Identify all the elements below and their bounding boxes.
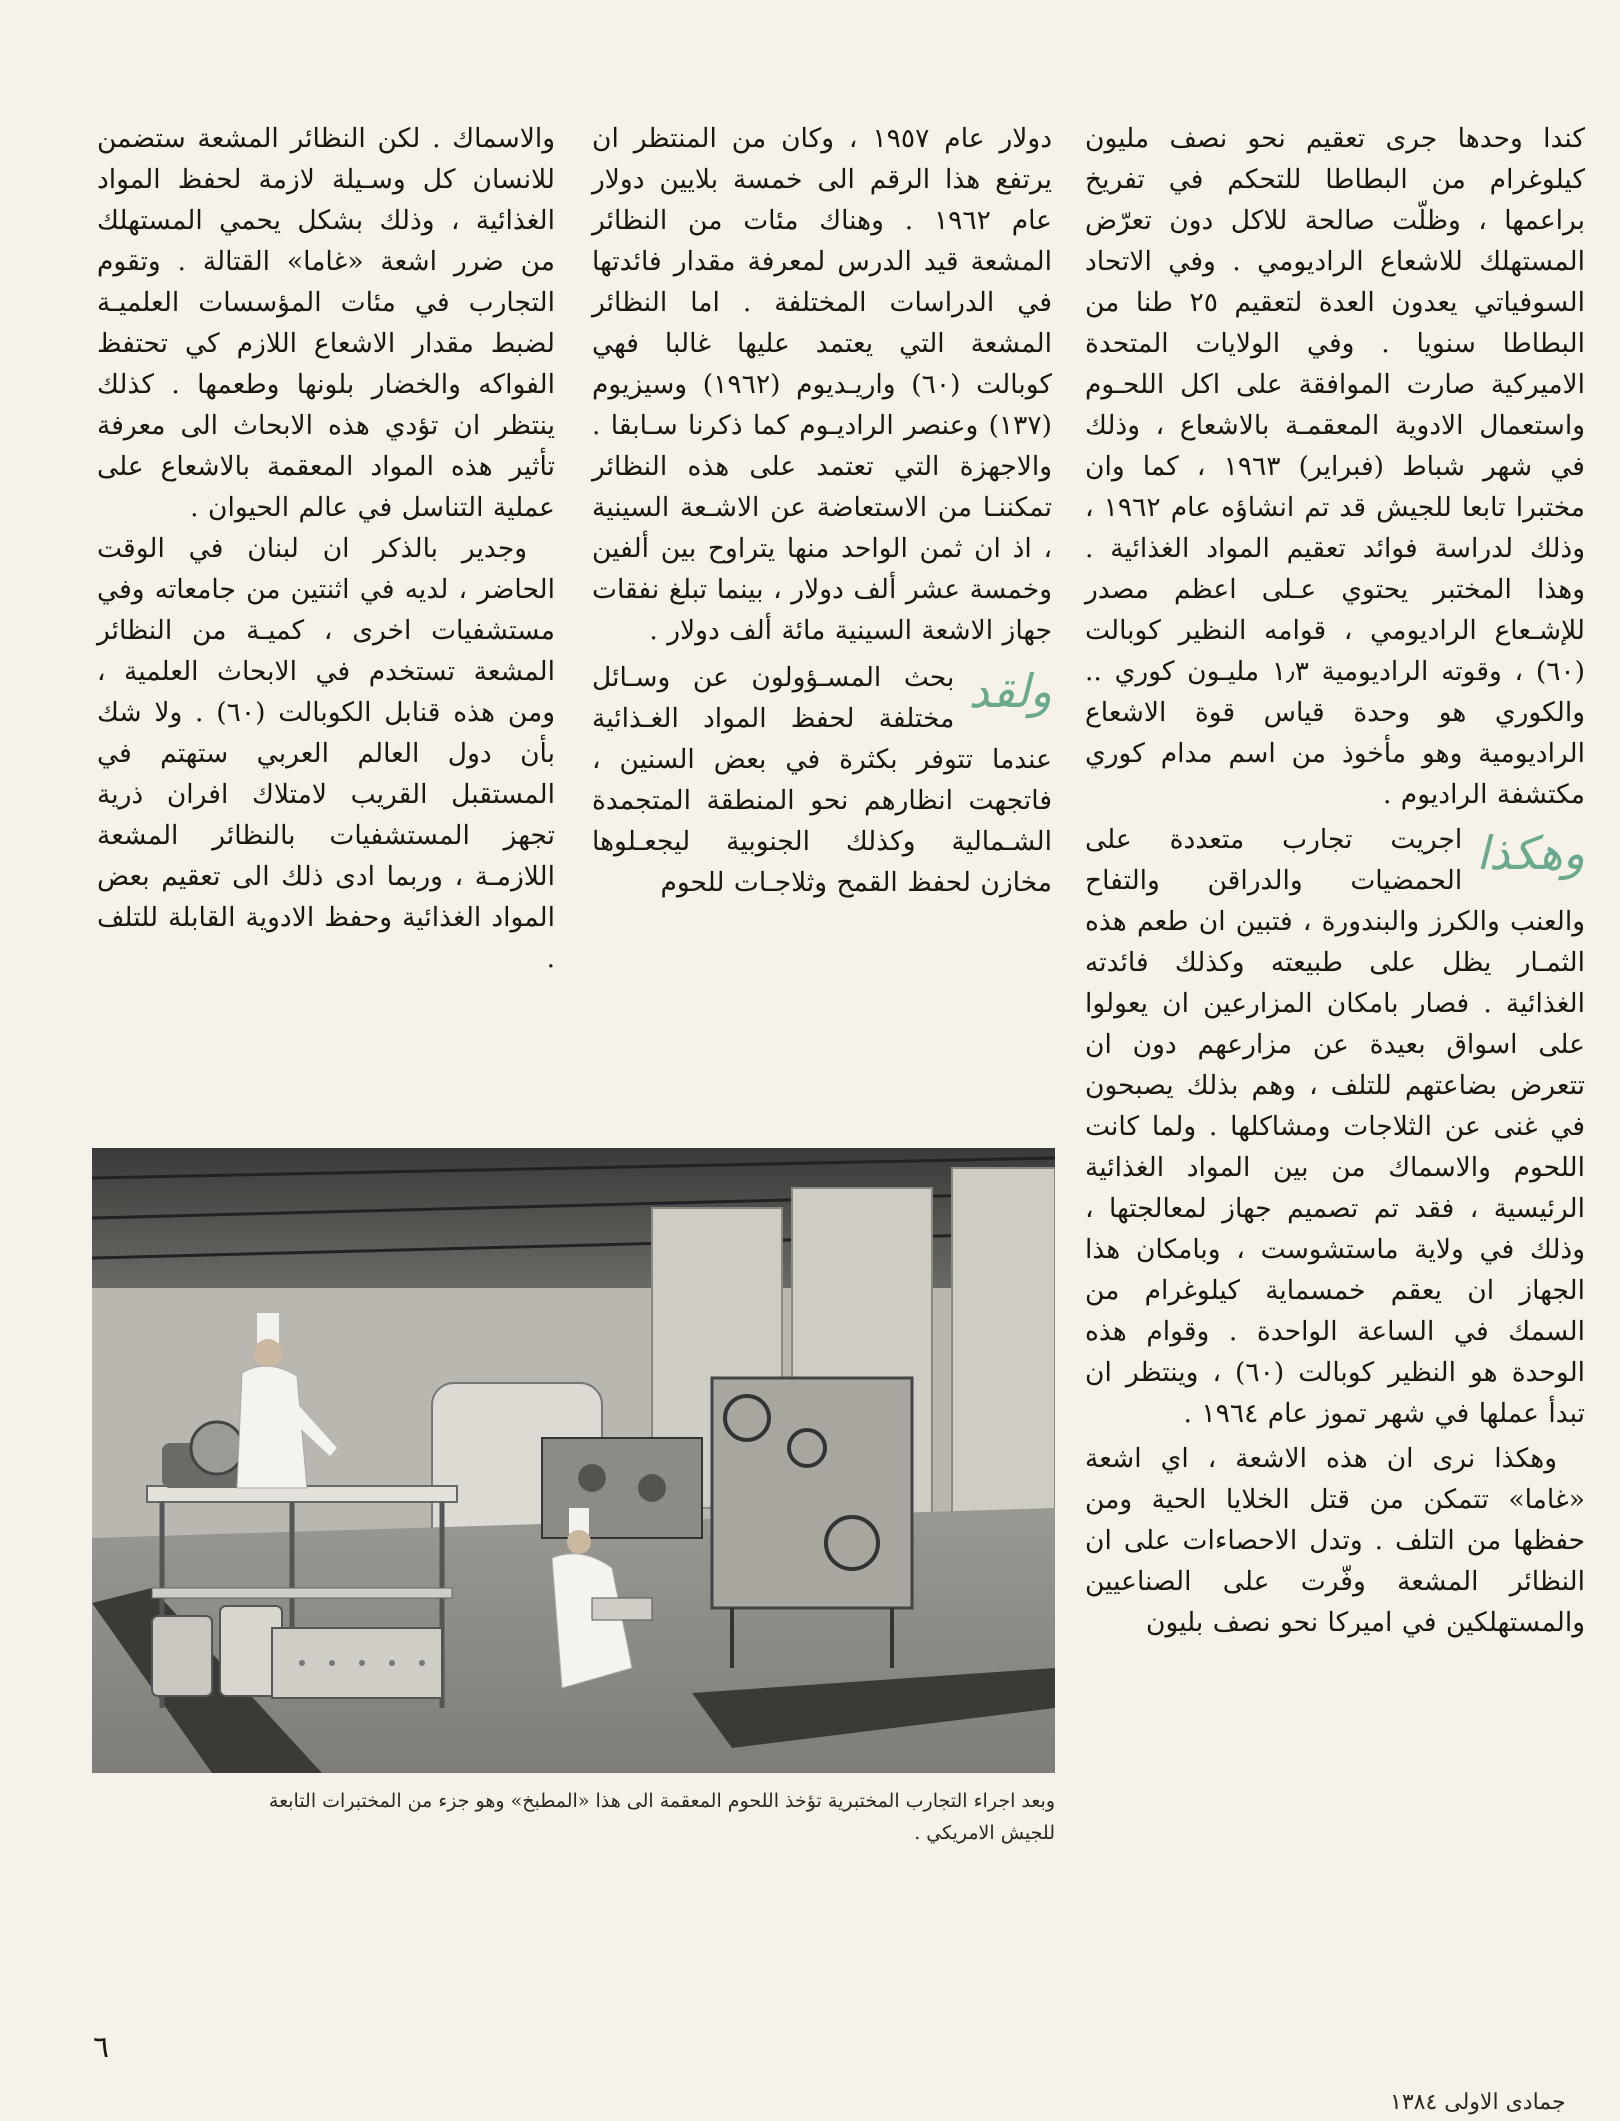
paragraph: دولار عام ١٩٥٧ ، وكان من المنتظر ان يرتفع هذا الرقم الى خمسة بلايين دولار عام ١٩٦٢ . وهناك مئات من النظائر المشعة قيد الدرس لمعرفة مقدار فائدتها في الدراسات المختلفة . اما النظائر المشعة التي يعتمد عليها غالبا فهي كوبالت (٦٠) واريـديوم (١٩٦٢) وسيزيوم (١٣٧) وعنصر الراديـوم كما ذكرنا سـابقا . والاجهزة التي تعتمد على هذه النظائر تمكننـا من الاستعاضة عن الاشـعة السينية ، اذ ان ثمن الواحد منها يتراوح بين ألفين وخمسة عشر ألف دولار ، بينما تبلغ نفقات جهاز الاشعة السينية مائة ألف دولار . xyxy=(592,123,1053,646)
paragraph-text: بحث المسـؤولون عن وسـائل مختلفة لحفظ المواد الغـذائية عندما تتوفر بكثرة في بعض السنين ، فاتجهت انظارهم نحو المنطقة المتجمدة الشـمالية وكذلك الجنوبية ليجعـلوها مخازن لحفظ القمح وثلاجـات للحوم xyxy=(592,662,1052,898)
paragraph-with-dropcap xyxy=(592,657,1052,903)
paragraph: وهكذا نرى ان هذه الاشعة ، اي اشعة «غاما» تتمكن من قتل الخلايا الحية ومن حفظها من التلف . وتدل الاحصاءات على ان النظائر المشعة وفّرت على الصناعيين والمستهلكين في اميركا نحو نصف بليون xyxy=(1085,1443,1585,1638)
caption-line: للجيش الامريكي . xyxy=(914,1822,1055,1844)
photo-caption xyxy=(92,1785,1055,1849)
paragraph-with-dropcap xyxy=(1085,819,1585,1434)
dropcap-word: وهكذا xyxy=(1476,826,1585,880)
article-column-left xyxy=(97,118,555,979)
page-number: ٦ xyxy=(93,2030,110,2065)
issue-date-footer: جمادى الاولى ١٣٨٤ xyxy=(1390,2090,1566,2115)
dropcap-word: ولقد xyxy=(968,664,1052,718)
laboratory-kitchen-photo xyxy=(92,1148,1055,1773)
article-column-right xyxy=(1085,118,1585,1643)
paragraph: والاسماك . لكن النظائر المشعة ستضمن للانسان كل وسـيلة لازمة لحفظ المواد الغذائية ، وذلك بشكل يحمي المستهلك من ضرر اشعة «غاما» القتالة . وتقوم التجارب في مئات المؤسسات العلميـة لضبط مقدار الاشعاع اللازم كي تحتفظ الفواكه والخضار بلونها وطعمها . كذلك ينتظر ان تؤدي هذه الابحاث الى معرفة تأثير هذه المواد المعقمة بالاشعاع على عملية التناسل في عالم الحيوان . xyxy=(97,123,555,523)
paragraph: وجدير بالذكر ان لبنان في الوقت الحاضر ، لديه في اثنتين من جامعاته وفي مستشفيات اخرى ، كميـة من النظائر المشعة تستخدم في الابحاث العلمية ، ومن هذه قنابل الكوبالت (٦٠) . ولا شك بأن دول العالم العربي ستهتم في المستقبل القريب لامتلاك افران ذرية تجهز المستشفيات بالنظائر المشعة اللازمـة ، وربما ادى ذلك الى تعقيم بعض المواد الغذائية وحفظ الادوية القابلة للتلف . xyxy=(97,533,555,974)
paragraph: كندا وحدها جرى تعقيم نحو نصف مليون كيلوغرام من البطاطا للتحكم في تفريخ براعمها ، وظلّت صالحة للاكل دون تعرّض المستهلك للاشعاع الراديومي . وفي الاتحاد السوفياتي يعدون العدة لتعقيم ٢٥ طنا من البطاطا سنويا . وفي الولايات المتحدة الاميركية صارت الموافقة على اكل اللحـوم واستعمال الادوية المعقمـة بالاشعاع ، وذلك في شهر شباط (فبراير) ١٩٦٣ ، كما وان مختبرا تابعا للجيش قد تم انشاؤه عام ١٩٦٢ ، وذلك لدراسة فوائد تعقيم المواد الغذائية . وهذا المختبر يحتوي عـلى اعظم مصدر للإشـعاع الراديومي ، قوامه النظير كوبالت (٦٠) ، وقوته الراديومية ١٫٣ مليـون كوري .. والكوري هو وحدة قياس قوة الاشعاع الراديومية وهو مأخوذ من اسم مدام كوري مكتشفة الراديوم . xyxy=(1085,123,1585,810)
paragraph-text: اجريت تجارب متعددة على الحمضيات والدراقن والتفاح والعنب والكرز والبندورة ، فتبين ان طعم هذه الثمـار يظل على طبيعته وكذلك فائدته الغذائية . فصار بامكان المزارعين ان يعولوا على اسواق بعيدة عن مزارعهم دون ان تتعرض بضاعتهم للتلف ، وهم بذلك يصبحون في غنى عن الثلاجات ومشاكلها . ولما كانت اللحوم والاسماك من بين المواد الغذائية الرئيسية ، فقد تم تصميم جهاز لمعالجتها ، وذلك في ولاية ماستشوست ، وبامكان هذا الجهاز ان يعقم خمسماية كيلوغرام من السمك في الساعة الواحدة . وقوام هذه الوحدة هو النظير كوبالت (٦٠) ، وينتظر ان تبدأ عملها في شهر تموز عام ١٩٦٤ . xyxy=(1085,824,1585,1429)
article-column-middle xyxy=(592,118,1052,903)
caption-line: وبعد اجراء التجارب المختبرية تؤخذ اللحوم المعقمة الى هذا «المطبخ» وهو جزء من المختبرات التابعة xyxy=(268,1790,1055,1812)
